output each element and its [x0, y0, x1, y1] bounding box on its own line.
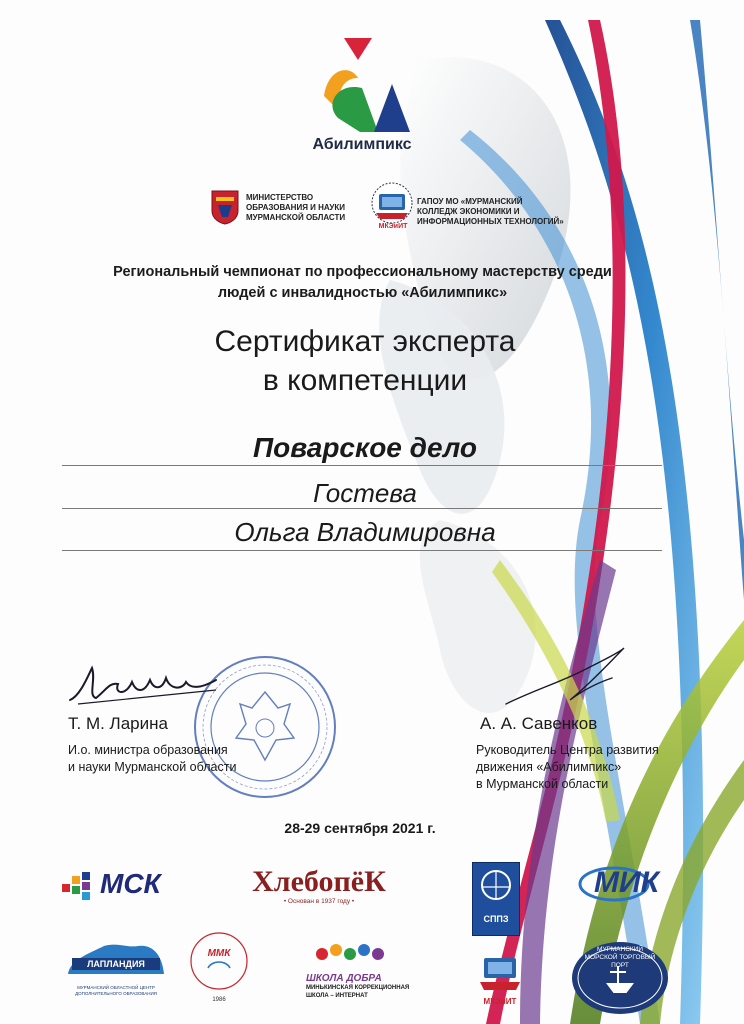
sponsor-sppz-logo [472, 862, 520, 936]
sppz-label: СППЗ [483, 914, 509, 924]
championship-title: Региональный чемпионат по профессиональному мастерству среди людей с инвалидностью «Абилимпикс» [113, 264, 612, 301]
hlebopek-label: ХлебопёК [252, 865, 386, 898]
given-names-underline [62, 550, 662, 551]
sponsor-mmk-logo [188, 930, 250, 1008]
mmk-label: ММК [207, 948, 231, 959]
mmk-emblem-icon [188, 930, 250, 992]
event-date: 28-29 сентября 2021 г. [284, 820, 436, 836]
given-names-value: Ольга Владимировна [234, 517, 496, 547]
right-signatory-name: А. А. Савенков [480, 714, 598, 733]
sponsor-shkola-dobra-logo [306, 940, 424, 1004]
sponsor-laplandia-logo [58, 940, 174, 1002]
shkola-hands-icon [306, 940, 424, 968]
certificate-title-line1: Сертификат эксперта [214, 325, 516, 358]
mkeiit-label: МКЭиИТ [483, 997, 517, 1006]
mkeiit-emblem-icon [476, 952, 524, 992]
sponsor-hlebopek-logo [234, 866, 404, 910]
left-role-line2: и науки Мурманской области [68, 760, 237, 774]
laplandia-label: ЛАПЛАНДИЯ [87, 959, 145, 969]
sponsor-mik-logo [576, 862, 676, 906]
right-role-line2: движения «Абилимпикс» [476, 760, 622, 774]
surname-value: Гостева [313, 478, 417, 508]
competence-value: Поварское дело [252, 432, 478, 463]
competence-underline [62, 465, 662, 466]
port-label: МУРМАНСКИЙ МОРСКОЙ ТОРГОВЫЙ ПОРТ [584, 946, 656, 969]
ministry-name: МИНИСТЕРСТВО ОБРАЗОВАНИЯ И НАУКИ МУРМАНСКОЙ ОБЛАСТИ [246, 193, 346, 222]
right-signature-handwriting [500, 642, 630, 712]
right-role-line3: в Мурманской области [476, 777, 609, 791]
abilympics-logo [318, 38, 410, 134]
sponsor-mkeiit-logo [476, 952, 524, 1006]
surname-underline [62, 508, 662, 509]
sponsor-port-logo [570, 940, 670, 1016]
mmk-year: 1986 [212, 997, 226, 1003]
right-signatory-role [476, 742, 659, 793]
college-name: ГАПОУ МО «МУРМАНСКИЙ КОЛЛЕДЖ ЭКОНОМИКИ И ИНФОРМАЦИОННЫХ ТЕХНОЛОГИЙ» [417, 197, 564, 226]
right-role-line1: Руководитель Центра развития [476, 743, 659, 757]
left-signatory-role [68, 742, 236, 776]
sppz-emblem-icon [473, 863, 519, 909]
left-signatory-name: Т. М. Ларина [68, 714, 168, 733]
msk-label: МСК [100, 868, 161, 899]
college-emblem-label: МКЭиИТ [378, 223, 408, 230]
shkola-subtitle: МИНЬКИНСКАЯ КОРРЕКЦИОННАЯ ШКОЛА – ИНТЕРНАТ [306, 985, 410, 999]
murmansk-coat-of-arms-icon [210, 189, 240, 225]
abilympics-logo-text: Абилимпикс [312, 136, 412, 153]
mik-label: МИК [594, 866, 660, 899]
left-role-line1: И.о. министра образования [68, 743, 228, 757]
laplandia-subtitle: МУРМАНСКИЙ ОБЛАСТНОЙ ЦЕНТР ДОПОЛНИТЕЛЬНОГО ОБРАЗОВАНИЯ [75, 985, 157, 996]
certificate-title [150, 322, 580, 400]
left-signature-handwriting [66, 660, 226, 710]
hlebopek-subtitle: • Основан в 1937 году • [283, 898, 355, 905]
sponsor-msk-logo [58, 868, 178, 902]
certificate-title-line2: в компетенции [262, 364, 468, 397]
msk-blocks-icon [58, 868, 98, 900]
shkola-label: ШКОЛА ДОБРА [306, 973, 382, 984]
